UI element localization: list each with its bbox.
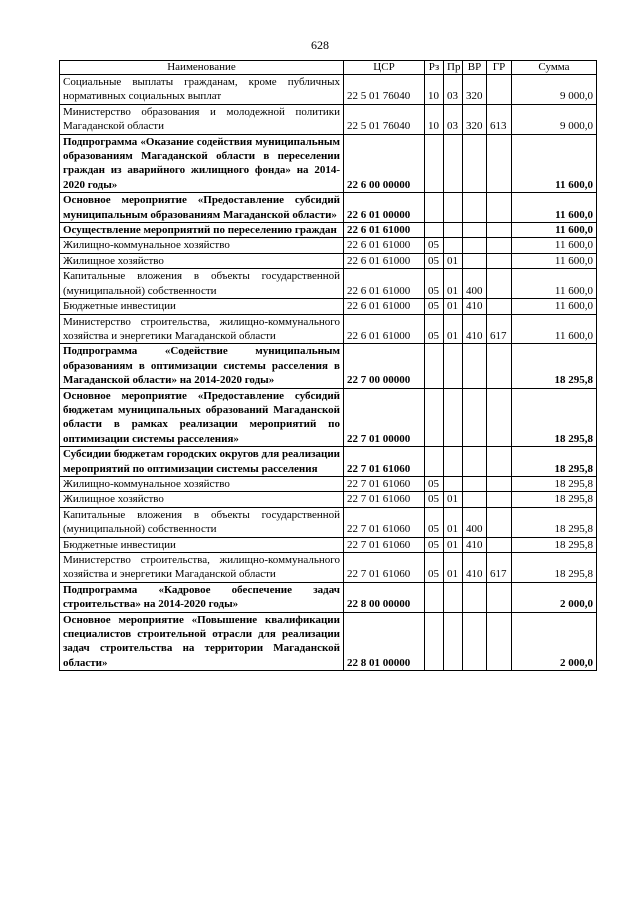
cell-csr: 22 7 01 61060 — [344, 553, 425, 583]
cell-name: Подпрограмма «Кадровое обеспечение задач строительства» на 2014-2020 годы» — [60, 582, 344, 612]
cell-rz — [425, 223, 444, 238]
cell-gr — [487, 612, 512, 671]
cell-vr — [463, 253, 487, 268]
cell-sum: 18 295,8 — [512, 492, 597, 507]
cell-sum: 18 295,8 — [512, 344, 597, 388]
cell-pr: 03 — [444, 75, 463, 105]
cell-pr: 01 — [444, 507, 463, 537]
cell-pr — [444, 344, 463, 388]
cell-rz: 05 — [425, 537, 444, 552]
cell-sum: 2 000,0 — [512, 612, 597, 671]
cell-name: Капитальные вложения в объекты государственной (муниципальной) собственности — [60, 507, 344, 537]
cell-rz: 05 — [425, 507, 444, 537]
cell-vr: 410 — [463, 537, 487, 552]
table-row — [60, 104, 597, 134]
cell-vr — [463, 612, 487, 671]
cell-sum: 18 295,8 — [512, 388, 597, 447]
cell-rz — [425, 582, 444, 612]
table-row — [60, 223, 597, 238]
cell-gr — [487, 299, 512, 314]
cell-pr: 01 — [444, 299, 463, 314]
cell-vr — [463, 223, 487, 238]
table-row — [60, 476, 597, 491]
cell-sum: 11 600,0 — [512, 269, 597, 299]
cell-vr: 410 — [463, 299, 487, 314]
cell-gr — [487, 492, 512, 507]
cell-rz: 05 — [425, 253, 444, 268]
cell-gr — [487, 134, 512, 193]
cell-pr: 01 — [444, 314, 463, 344]
cell-name: Министерство образования и молодежной политики Магаданской области — [60, 104, 344, 134]
cell-pr — [444, 582, 463, 612]
cell-vr: 410 — [463, 314, 487, 344]
cell-sum: 18 295,8 — [512, 537, 597, 552]
table-row — [60, 134, 597, 193]
cell-csr: 22 6 01 61000 — [344, 223, 425, 238]
cell-sum: 11 600,0 — [512, 193, 597, 223]
cell-sum: 11 600,0 — [512, 223, 597, 238]
table-row — [60, 314, 597, 344]
cell-sum: 9 000,0 — [512, 104, 597, 134]
cell-rz: 10 — [425, 75, 444, 105]
cell-rz — [425, 388, 444, 447]
cell-pr — [444, 238, 463, 253]
cell-name: Жилищное хозяйство — [60, 253, 344, 268]
cell-rz: 05 — [425, 314, 444, 344]
table-row — [60, 553, 597, 583]
table-row — [60, 537, 597, 552]
cell-vr — [463, 582, 487, 612]
header-row — [60, 61, 597, 75]
cell-sum: 11 600,0 — [512, 299, 597, 314]
table-row — [60, 507, 597, 537]
cell-sum: 11 600,0 — [512, 134, 597, 193]
cell-vr — [463, 344, 487, 388]
cell-sum: 18 295,8 — [512, 553, 597, 583]
cell-gr — [487, 507, 512, 537]
cell-gr — [487, 582, 512, 612]
cell-name: Основное мероприятие «Предоставление субсидий муниципальным образованиям Магаданской области» — [60, 193, 344, 223]
cell-csr: 22 7 01 61060 — [344, 537, 425, 552]
header-csr: ЦСР — [344, 61, 425, 75]
cell-name: Социальные выплаты гражданам, кроме публичных нормативных социальных выплат — [60, 75, 344, 105]
cell-gr — [487, 269, 512, 299]
cell-name: Бюджетные инвестиции — [60, 299, 344, 314]
cell-rz: 05 — [425, 492, 444, 507]
cell-rz: 05 — [425, 238, 444, 253]
cell-sum: 2 000,0 — [512, 582, 597, 612]
cell-name: Министерство строительства, жилищно-коммунального хозяйства и энергетики Магаданской области — [60, 314, 344, 344]
cell-gr — [487, 476, 512, 491]
cell-name: Министерство строительства, жилищно-коммунального хозяйства и энергетики Магаданской области — [60, 553, 344, 583]
cell-vr — [463, 238, 487, 253]
budget-table — [59, 60, 597, 671]
header-rz: Рз — [425, 61, 444, 75]
header-name: Наименование — [60, 61, 344, 75]
table-body — [60, 75, 597, 671]
cell-csr: 22 8 01 00000 — [344, 612, 425, 671]
table-row — [60, 492, 597, 507]
cell-pr: 01 — [444, 253, 463, 268]
cell-rz: 05 — [425, 299, 444, 314]
table-row — [60, 344, 597, 388]
cell-pr — [444, 612, 463, 671]
cell-sum: 18 295,8 — [512, 507, 597, 537]
cell-vr: 400 — [463, 269, 487, 299]
cell-name: Основное мероприятие «Предоставление субсидий бюджетам муниципальных образований Магаданской области в рамках реализации мероприятий по оптимизации системы расселения» — [60, 388, 344, 447]
cell-gr: 613 — [487, 104, 512, 134]
table-row — [60, 447, 597, 477]
cell-gr — [487, 344, 512, 388]
cell-sum: 11 600,0 — [512, 314, 597, 344]
cell-name: Осуществление мероприятий по переселению граждан — [60, 223, 344, 238]
cell-csr: 22 6 01 61000 — [344, 253, 425, 268]
cell-sum: 11 600,0 — [512, 253, 597, 268]
cell-name: Подпрограмма «Содействие муниципальным образованиям в оптимизации системы расселения в Магаданской области» на 2014-2020 годы» — [60, 344, 344, 388]
cell-gr — [487, 388, 512, 447]
cell-pr: 01 — [444, 269, 463, 299]
cell-sum: 11 600,0 — [512, 238, 597, 253]
cell-pr: 01 — [444, 492, 463, 507]
header-pr: Пр — [444, 61, 463, 75]
cell-name: Жилищно-коммунальное хозяйство — [60, 238, 344, 253]
cell-csr: 22 5 01 76040 — [344, 75, 425, 105]
cell-gr — [487, 223, 512, 238]
cell-name: Основное мероприятие «Повышение квалификации специалистов строительной отрасли для реализации задач строительства на территории Магаданской области» — [60, 612, 344, 671]
table-row — [60, 253, 597, 268]
cell-csr: 22 6 01 61000 — [344, 314, 425, 344]
cell-gr — [487, 238, 512, 253]
cell-vr — [463, 492, 487, 507]
table-row — [60, 582, 597, 612]
cell-pr: 01 — [444, 553, 463, 583]
page-number: 628 — [311, 38, 329, 52]
cell-pr — [444, 447, 463, 477]
cell-rz — [425, 344, 444, 388]
cell-gr: 617 — [487, 553, 512, 583]
cell-pr — [444, 193, 463, 223]
cell-csr: 22 6 01 61000 — [344, 269, 425, 299]
table-row — [60, 193, 597, 223]
cell-gr — [487, 447, 512, 477]
cell-name: Жилищно-коммунальное хозяйство — [60, 476, 344, 491]
cell-pr: 01 — [444, 537, 463, 552]
table-row — [60, 75, 597, 105]
cell-sum: 9 000,0 — [512, 75, 597, 105]
cell-csr: 22 6 01 61000 — [344, 238, 425, 253]
cell-rz — [425, 134, 444, 193]
cell-csr: 22 6 01 61000 — [344, 299, 425, 314]
cell-csr: 22 7 01 61060 — [344, 447, 425, 477]
cell-csr: 22 7 01 61060 — [344, 507, 425, 537]
cell-gr — [487, 75, 512, 105]
cell-name: Жилищное хозяйство — [60, 492, 344, 507]
table-row — [60, 269, 597, 299]
cell-vr — [463, 476, 487, 491]
cell-pr — [444, 134, 463, 193]
cell-sum: 18 295,8 — [512, 447, 597, 477]
cell-rz: 05 — [425, 269, 444, 299]
cell-rz: 10 — [425, 104, 444, 134]
cell-vr — [463, 134, 487, 193]
cell-vr: 320 — [463, 75, 487, 105]
cell-gr — [487, 537, 512, 552]
header-sum: Сумма — [512, 61, 597, 75]
cell-name: Субсидии бюджетам городских округов для реализации мероприятий по оптимизации системы расселения — [60, 447, 344, 477]
cell-pr — [444, 223, 463, 238]
cell-vr: 320 — [463, 104, 487, 134]
cell-vr: 400 — [463, 507, 487, 537]
cell-rz: 05 — [425, 476, 444, 491]
header-gr: ГР — [487, 61, 512, 75]
cell-gr — [487, 193, 512, 223]
table-row — [60, 388, 597, 447]
cell-csr: 22 6 00 00000 — [344, 134, 425, 193]
cell-rz — [425, 612, 444, 671]
cell-csr: 22 5 01 76040 — [344, 104, 425, 134]
table-row — [60, 612, 597, 671]
table-row — [60, 238, 597, 253]
cell-rz: 05 — [425, 553, 444, 583]
cell-pr: 03 — [444, 104, 463, 134]
cell-csr: 22 6 01 00000 — [344, 193, 425, 223]
cell-gr — [487, 253, 512, 268]
header-vr: ВР — [463, 61, 487, 75]
cell-name: Бюджетные инвестиции — [60, 537, 344, 552]
cell-csr: 22 7 01 61060 — [344, 476, 425, 491]
cell-csr: 22 8 00 00000 — [344, 582, 425, 612]
cell-sum: 18 295,8 — [512, 476, 597, 491]
cell-rz — [425, 447, 444, 477]
cell-vr — [463, 447, 487, 477]
cell-rz — [425, 193, 444, 223]
cell-csr: 22 7 00 00000 — [344, 344, 425, 388]
cell-name: Капитальные вложения в объекты государственной (муниципальной) собственности — [60, 269, 344, 299]
cell-vr — [463, 193, 487, 223]
table-row — [60, 299, 597, 314]
cell-csr: 22 7 01 61060 — [344, 492, 425, 507]
cell-gr: 617 — [487, 314, 512, 344]
cell-vr: 410 — [463, 553, 487, 583]
cell-csr: 22 7 01 00000 — [344, 388, 425, 447]
cell-pr — [444, 388, 463, 447]
cell-pr — [444, 476, 463, 491]
cell-vr — [463, 388, 487, 447]
cell-name: Подпрограмма «Оказание содействия муниципальным образованиям Магаданской области в переселении граждан из аварийного жилищного фонда» на 2014-2020 годы» — [60, 134, 344, 193]
